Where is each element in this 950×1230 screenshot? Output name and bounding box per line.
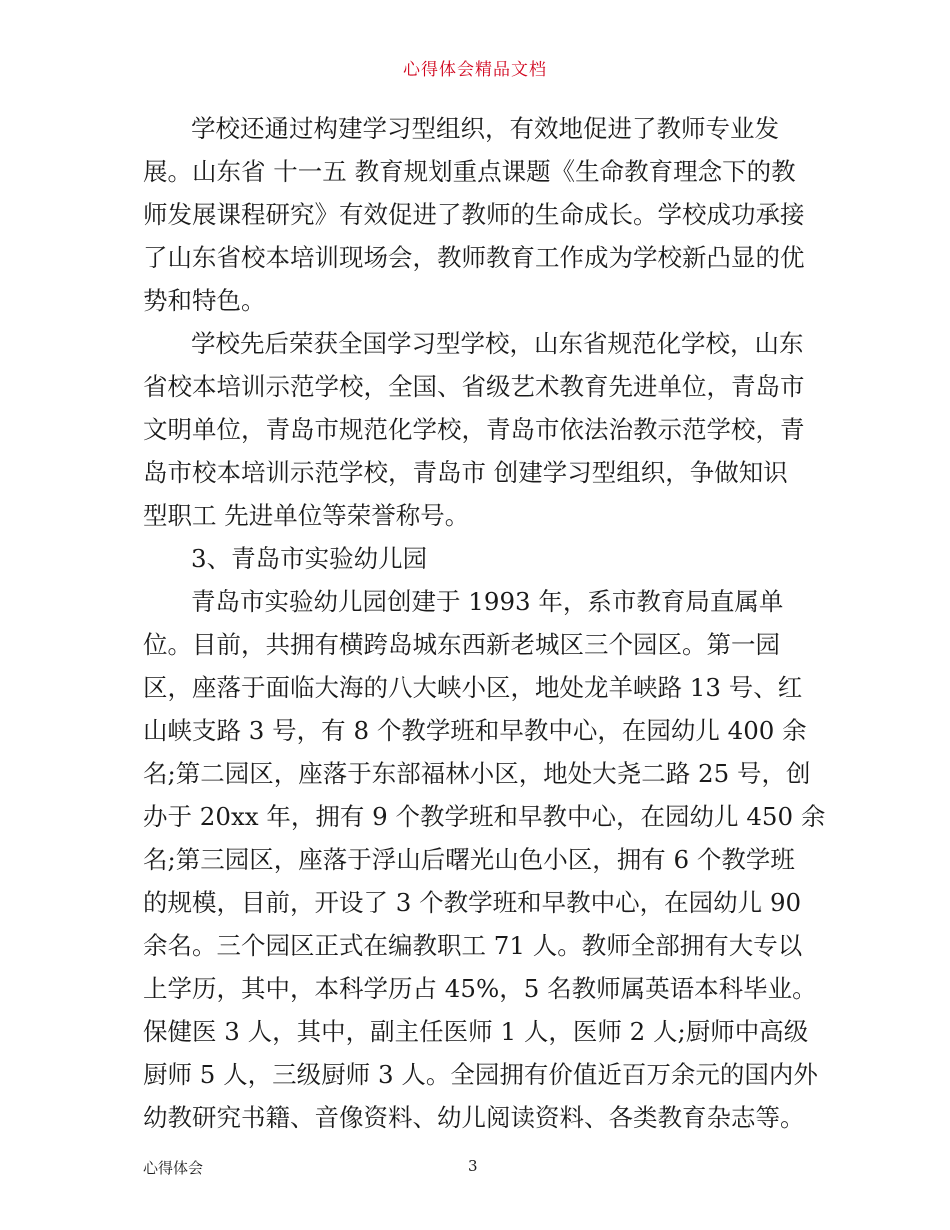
paragraph-line: 上学历，其中，本科学历占 45%，5 名教师属英语本科毕业。 [143,974,817,1003]
paragraph-line: 型职工 先进单位等荣誉称号。 [143,501,470,530]
paragraph-line: 省校本培训示范学校，全国、省级艺术教育先进单位，青岛市 [143,372,805,401]
paragraph-line: 青岛市实验幼儿园创建于 1993 年，系市教育局直属单 [191,587,784,616]
paragraph-line: 师发展课程研究》有效促进了教师的生命成长。学校成功承接 [143,200,805,229]
footer-label: 心得体会 [143,1159,204,1177]
paragraph-line: 文明单位，青岛市规范化学校，青岛市依法治教示范学校，青 [143,415,805,444]
page-number: 3 [468,1157,478,1175]
paragraph-line: 幼教研究书籍、音像资料、幼儿阅读资料、各类教育杂志等。 [143,1103,805,1132]
paragraph-line: 区，座落于面临大海的八大峡小区，地处龙羊峡路 13 号、红 [143,673,803,702]
paragraph-line: 保健医 3 人，其中，副主任医师 1 人，医师 2 人;厨师中高级 [143,1017,809,1046]
paragraph-line: 的规模，目前，开设了 3 个教学班和早教中心，在园幼儿 90 [143,888,802,917]
paragraph-line: 山峡支路 3 号，有 8 个教学班和早教中心，在园幼儿 400 余 [143,716,807,745]
paragraph-line: 岛市校本培训示范学校，青岛市 创建学习型组织，争做知识 [143,458,788,487]
paragraph-line: 势和特色。 [143,286,266,315]
paragraph-line: 办于 20xx 年，拥有 9 个教学班和早教中心，在园幼儿 450 余 [143,802,826,831]
paragraph-line: 名;第三园区，座落于浮山后曙光山色小区，拥有 6 个教学班 [143,845,795,874]
paragraph-line: 了山东省校本培训现场会，教师教育工作成为学校新凸显的优 [143,243,805,272]
paragraph-line: 厨师 5 人，三级厨师 3 人。全园拥有价值近百万余元的国内外 [143,1060,818,1089]
page-header-title: 心得体会精品文档 [403,60,547,80]
paragraph-line: 位。目前，共拥有横跨岛城东西新老城区三个园区。第一园 [143,630,780,659]
paragraph-line: 展。山东省 十一五 教育规划重点课题《生命教育理念下的教 [143,157,796,186]
paragraph-line: 学校先后荣获全国学习型学校，山东省规范化学校，山东 [191,329,804,358]
paragraph-line: 学校还通过构建学习型组织，有效地促进了教师专业发 [191,114,779,143]
paragraph-line: 余名。三个园区正式在编教职工 71 人。教师全部拥有大专以 [143,931,803,960]
section-heading: 3、青岛市实验幼儿园 [191,544,428,573]
paragraph-line: 名;第二园区，座落于东部福林小区，地处大尧二路 25 号，创 [143,759,811,788]
document-body [143,107,826,1139]
